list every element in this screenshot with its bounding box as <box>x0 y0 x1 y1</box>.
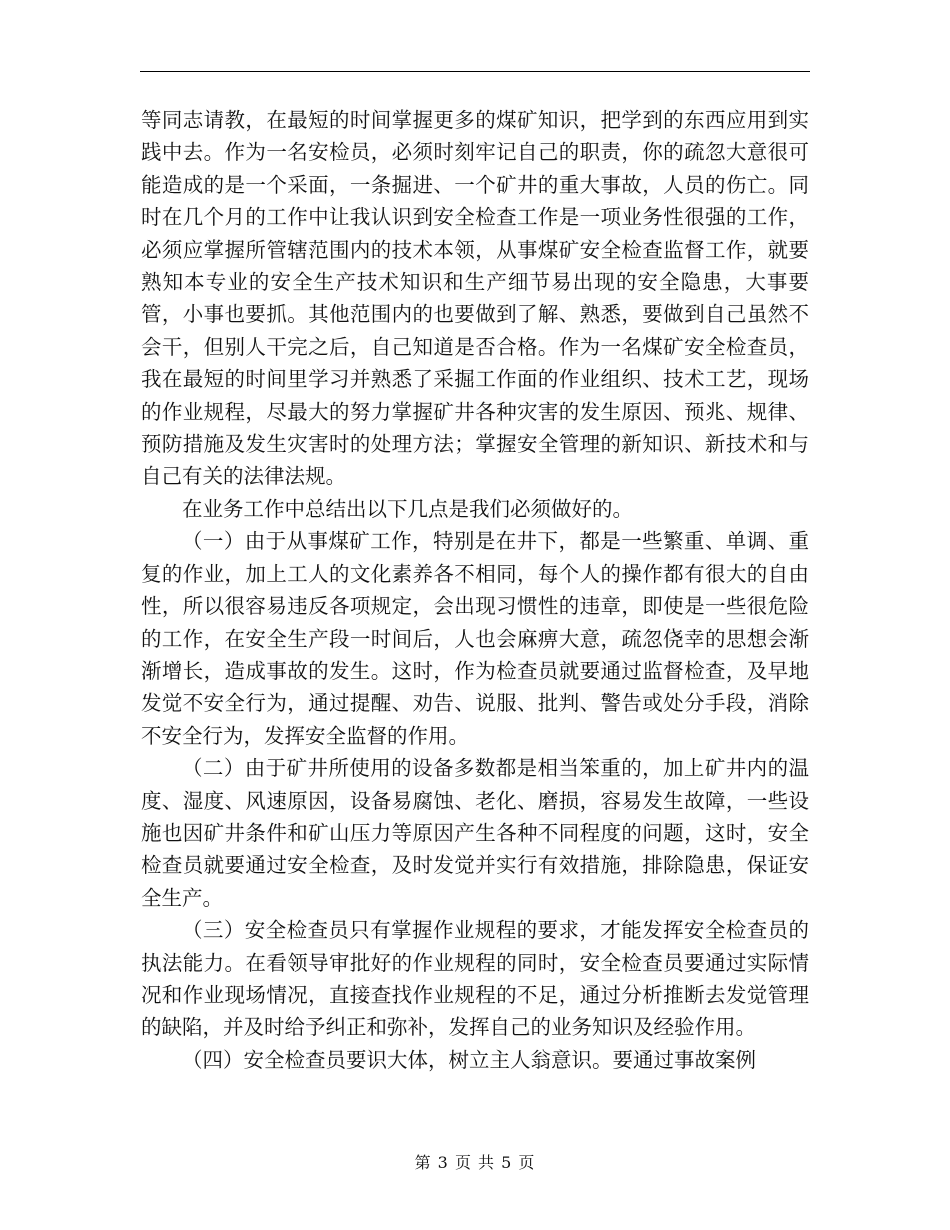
body-paragraph-3: （一）由于从事煤矿工作，特别是在井下，都是一些繁重、单调、重复的作业，加上工人的文化素养各不相同，每个人的操作都有很大的自由性，所以很容易违反各项规定，会出现习惯性的违章，即使是一些很危险的工作，在安全生产段一时间后，人也会麻痹大意，疏忽侥幸的思想会渐渐增长，造成事故的发生。这时，作为检查员就要通过监督检查，及早地发觉不安全行为，通过提醒、劝告、说服、批判、警告或处分手段，消除不安全行为，发挥安全监督的作用。 <box>141 529 809 748</box>
page-number: 第 3 页 共 5 页 <box>414 1153 536 1172</box>
body-paragraph-5: （三）安全检查员只有掌握作业规程的要求，才能发挥安全检查员的执法能力。在看领导审批好的作业规程的同时，安全检查员要通过实际情况和作业现场情况，直接查找作业规程的不足，通过分析推断去发觉管理的缺陷，并及时给予纠正和弥补，发挥自己的业务知识及经验作用。 <box>141 918 809 1040</box>
document-body <box>141 104 809 1076</box>
header-rule <box>140 71 810 72</box>
body-paragraph-6: （四）安全检查员要识大体，树立主人翁意识。要通过事故案例 <box>182 1047 756 1072</box>
body-paragraph-4: （二）由于矿井所使用的设备多数都是相当笨重的，加上矿井内的温度、湿度、风速原因，设备易腐蚀、老化、磨损，容易发生故障，一些设施也因矿井条件和矿山压力等原因产生各种不同程度的问题，这时，安全检查员就要通过安全检查，及时发觉并实行有效措施，排除隐患，保证安全生产。 <box>141 756 809 910</box>
body-paragraph-2: 在业务工作中总结出以下几点是我们必须做好的。 <box>182 496 633 521</box>
body-paragraph-1: 等同志请教，在最短的时间掌握更多的煤矿知识，把学到的东西应用到实践中去。作为一名安检员，必须时刻牢记自己的职责，你的疏忽大意很可能造成的是一个采面，一条掘进、一个矿井的重大事故，人员的伤亡。同时在几个月的工作中让我认识到安全检查工作是一项业务性很强的工作，必须应掌握所管辖范围内的技术本领，从事煤矿安全检查监督工作，就要熟知本专业的安全生产技术知识和生产细节易出现的安全隐患，大事要管，小事也要抓。其他范围内的也要做到了解、熟悉，要做到自己虽然不会干，但别人干完之后，自己知道是否合格。作为一名煤矿安全检查员，我在最短的时间里学习并熟悉了采掘工作面的作业组织、技术工艺，现场的作业规程，尽最大的努力掌握矿井各种灾害的发生原因、预兆、规律、预防措施及发生灾害时的处理方法；掌握安全管理的新知识、新技术和与自己有关的法律法规。 <box>141 108 809 489</box>
